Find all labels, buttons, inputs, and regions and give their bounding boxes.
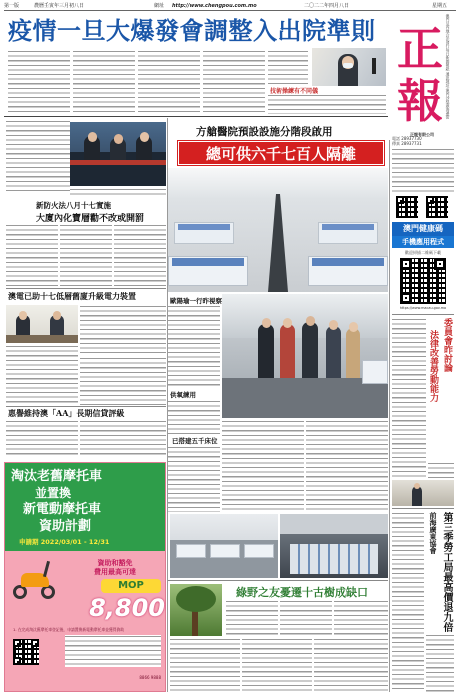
caption-visit: 歐陽瑜一行昨視察 [170, 297, 222, 305]
vertical-headline-2: 法律改善勞動能力 [428, 330, 438, 402]
ad-amount: 8,800 [89, 594, 165, 622]
ev-subsidy-ad[interactable] [4, 462, 166, 692]
left-story-text-7 [6, 345, 78, 405]
ad-qr-code[interactable] [13, 639, 39, 665]
ad-bubble-2: 費用最高可達 [94, 568, 136, 576]
vertical-headline-1: 委員會昨討論 [442, 318, 452, 372]
ad-currency: MOP [101, 579, 161, 593]
lead-subhead: 技術操練有不同儀 [270, 88, 319, 95]
feature-text-1 [168, 305, 220, 387]
left-story-text-6 [80, 305, 166, 355]
bottom-text-4 [170, 638, 240, 692]
tel: 28937730 [401, 136, 422, 141]
ad-period: 申請期 2022/03/01 - 12/31 [19, 538, 110, 546]
masthead-side-text: 澳門及內地合法發行每日新聞報紙 通訊地址 澳門沙梨頭海邊街 [446, 14, 451, 120]
app-note: 歡迎掃描二維碼下載 [405, 250, 441, 255]
lunar-date: 農曆壬寅年三月初八日 [34, 3, 85, 9]
feature-text-3 [222, 420, 304, 512]
arena-photo [280, 514, 388, 578]
tree-photo [170, 584, 222, 636]
bottom-text-6 [314, 638, 388, 692]
feature-text-4 [306, 420, 388, 512]
masthead-logo-top: 正 [397, 22, 443, 76]
feature-banner: 總可供六千七百人隔離 [178, 141, 384, 165]
right-story-text-4 [426, 634, 454, 692]
ad-bubble-1: 資助和豁免 [97, 559, 133, 567]
right-story-text-2 [428, 462, 454, 478]
feature-text-2 [168, 400, 220, 434]
divider [6, 288, 166, 289]
column-divider [389, 140, 390, 692]
official-portrait-photo [312, 48, 386, 86]
right-story-text-1 [392, 318, 426, 478]
bottom-text-3 [334, 600, 388, 636]
main-headline: 疫情一旦大爆發會調整入出院準則 [8, 16, 376, 45]
site-url[interactable]: http://www.chengpou.com.mo [172, 3, 257, 9]
lead-story-col-5 [268, 50, 308, 84]
bottom-headline: 綠野之友憂遷十古樹成缺口 [236, 586, 368, 599]
lead-story-col-3 [138, 50, 200, 114]
company-name: 正報有限公司 [410, 132, 434, 137]
bottom-text-2 [280, 600, 332, 636]
page-section: 第一版 [4, 3, 20, 9]
app-subtitle: 手機應用程式 [392, 236, 454, 248]
subhead-rating: 惠譽維持澳「AA」長期信貸評級 [8, 408, 125, 418]
subhead-fire-law: 新防火法八月十七實施 [36, 201, 111, 210]
lead-story-col-1 [8, 50, 70, 114]
divider [4, 116, 388, 117]
health-code-qr[interactable] [400, 258, 446, 304]
ad-footnote: 1. 在完成淘汰舊摩托車登記後，申請置換新電動摩托車並獲得資助 [13, 627, 125, 632]
left-story-text-4 [60, 224, 112, 286]
subhead-power: 澳電已助十七低層舊廈升級電力裝置 [8, 291, 136, 301]
app-title: 澳門健康碼 [392, 222, 454, 236]
feature-text-5 [168, 446, 220, 512]
contact-info: 電話 28937730 傳真 28937731 [392, 136, 422, 146]
vertical-headline-4: 前海廣東協會 [429, 512, 438, 554]
fax: 28937731 [401, 141, 422, 146]
left-story-text-10 [80, 420, 166, 456]
left-story-text-9 [6, 420, 78, 456]
top-bar [4, 2, 456, 11]
subhead-building: 大廈內化寶層勸不改或開罰 [36, 214, 145, 224]
qr-code-2[interactable] [426, 196, 448, 218]
ad-title-3: 新電動摩托車 [23, 502, 102, 517]
left-story-text-5 [114, 224, 166, 286]
gregorian-date: 二〇二二年四月八日 [304, 3, 350, 9]
ad-title-2: 並置換 [35, 486, 72, 500]
meeting-photo [70, 122, 166, 186]
divider [168, 580, 388, 581]
masthead-logo-bottom: 報 [397, 74, 443, 128]
column-divider [167, 118, 168, 692]
masthead [390, 14, 456, 140]
divider [392, 508, 454, 509]
qr-code-1[interactable] [396, 196, 418, 218]
url-label: 網址 [154, 3, 165, 9]
lead-story-col-6 [268, 94, 386, 114]
caption-oxygen: 供氧練用 [170, 391, 196, 399]
right-story-text-3 [392, 512, 424, 692]
divider [6, 406, 166, 407]
ad-title-4: 資助計劃 [39, 519, 92, 534]
app-url[interactable]: https://www.macau.gov.mo [399, 306, 447, 310]
masthead-info-text [392, 148, 454, 192]
weekday: 星期五 [432, 3, 448, 9]
caption-beds: 已搭建五千床位 [172, 437, 218, 445]
bottom-text-1 [226, 600, 278, 636]
left-story-text-8 [80, 357, 166, 405]
lead-story-col-4 [203, 50, 265, 114]
ad-fine-print [65, 635, 161, 667]
vertical-headline-3: 第三季勞工局最高價退九倍 [441, 512, 452, 632]
left-story-text-1 [6, 120, 70, 194]
divider [392, 314, 454, 315]
lead-story-col-2 [73, 50, 135, 114]
ad-phone[interactable]: 8866 9888 [139, 675, 161, 680]
officials-visit-photo [222, 294, 388, 418]
ad-title-1: 淘汰老舊摩托車 [11, 469, 103, 484]
isolation-beds-photo [168, 168, 388, 292]
press-conference-photo [6, 305, 78, 343]
left-story-text-2 [70, 188, 166, 196]
bottom-text-5 [242, 638, 312, 692]
beds-row-photo [170, 514, 278, 578]
left-story-text-3 [6, 224, 58, 286]
right-column-photo [392, 480, 454, 506]
feature-kicker: 方艙醫院預設設施分階段啟用 [196, 126, 333, 138]
